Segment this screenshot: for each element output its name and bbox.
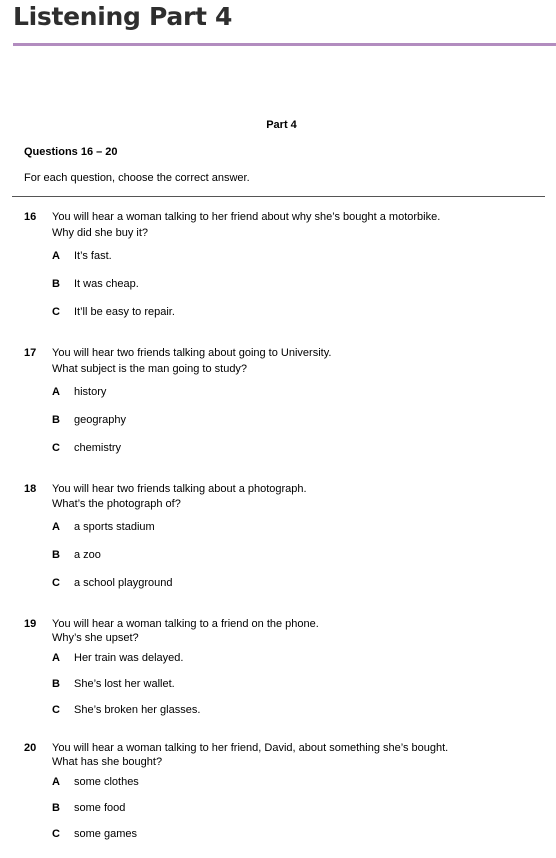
instruction-text: For each question, choose the correct answer. [24, 172, 250, 184]
option-letter: C [52, 442, 60, 454]
question-prompt: You will hear two friends talking about a photograph. [52, 483, 307, 495]
option-text: It’s fast. [74, 250, 112, 262]
question-number: 17 [24, 347, 37, 359]
option-letter: A [52, 776, 60, 788]
option-text: history [74, 386, 107, 398]
questions-range: Questions 16 – 20 [24, 146, 118, 158]
question-number: 19 [24, 618, 37, 630]
option-text: geography [74, 414, 126, 426]
option-letter: B [52, 549, 60, 561]
option-text: It was cheap. [74, 278, 139, 290]
option-text: some food [74, 802, 126, 814]
option-letter: C [52, 704, 60, 716]
question-prompt: You will hear two friends talking about going to University. [52, 347, 332, 359]
question-text: What has she bought? [52, 756, 163, 768]
question-prompt: You will hear a woman talking to her friend, David, about something she’s bought. [52, 742, 449, 754]
option-letter: A [52, 652, 60, 664]
question-text: Why did she buy it? [52, 227, 148, 239]
option-letter: C [52, 828, 60, 840]
question-number: 20 [24, 742, 37, 754]
question-text: What subject is the man going to study? [52, 363, 248, 375]
option-text: chemistry [74, 442, 122, 454]
option-text: some games [74, 828, 137, 840]
option-text: She’s lost her wallet. [74, 678, 175, 690]
option-letter: A [52, 386, 60, 398]
question-prompt: You will hear a woman talking to her friend about why she’s bought a motorbike. [52, 211, 441, 223]
question-text: Why’s she upset? [52, 632, 139, 644]
option-text: She’s broken her glasses. [74, 704, 201, 716]
question-number: 16 [24, 211, 37, 223]
option-letter: A [52, 250, 60, 262]
option-letter: B [52, 802, 60, 814]
option-letter: B [52, 414, 60, 426]
option-text: It’ll be easy to repair. [74, 306, 175, 318]
option-letter: B [52, 678, 60, 690]
question-text: What’s the photograph of? [52, 498, 181, 510]
option-text: a sports stadium [74, 521, 155, 533]
option-letter: C [52, 306, 60, 318]
option-text: Her train was delayed. [74, 652, 184, 664]
option-text: some clothes [74, 776, 139, 788]
option-letter: A [52, 521, 60, 533]
title-underline [13, 43, 556, 46]
section-divider [12, 196, 545, 197]
option-letter: C [52, 577, 60, 589]
question-prompt: You will hear a woman talking to a friend on the phone. [52, 618, 319, 630]
option-text: a zoo [74, 549, 101, 561]
option-letter: B [52, 278, 60, 290]
page-title: Listening Part 4 [13, 2, 233, 31]
option-text: a school playground [74, 577, 173, 589]
part-label: Part 4 [266, 119, 297, 131]
question-number: 18 [24, 483, 37, 495]
